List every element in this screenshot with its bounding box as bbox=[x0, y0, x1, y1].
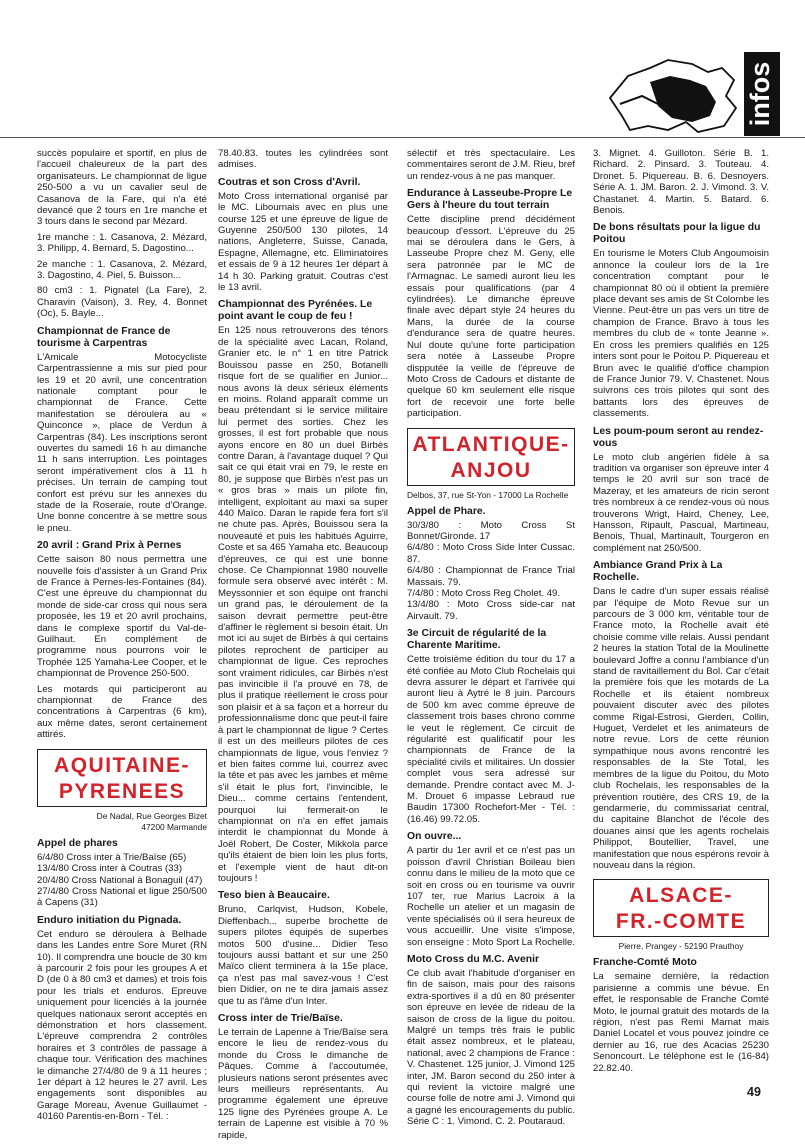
heading: Appel de Phare. bbox=[407, 505, 486, 517]
paragraph: 3. Mignet. 4. Guilloton. Série B. 1. Richard. 2. Pinsard. 3. Touteau. 4. Dronet. 5. Piquereau. B. 6. Desnoyers. Série A. 1. JM. Baron. 2. J. Vimond. 3. V. Chastanet. 4. Martin. 5. Batard. 6. Benois. bbox=[593, 148, 769, 217]
header-rule bbox=[0, 137, 805, 138]
paragraph: 20/4/80 Cross National à Bonaguil (47) bbox=[37, 874, 203, 886]
correspondent-address: De Nadal, Rue Georges Bizet bbox=[96, 810, 207, 821]
paragraph: Le moto club angérien fidèle à sa tradition va organiser son épreuve inter 4 temps le 20 avril sur son tracé de Mazeray, et les amateurs de ricin seront très nombreux à ce rendez-vous où nous trouverons Wrigt, Haird, Cheney, Lee, Hansson, Ripault, Pascual, Martineau, Benois, Thual, Martinault, Tourgeron en complément nat 250/500. bbox=[593, 451, 769, 554]
heading: 3e Circuit de régularité de la Charente Maritime. bbox=[407, 628, 547, 652]
heading: Appel de phares bbox=[37, 837, 118, 849]
region-title: ATLANTIQUE- bbox=[412, 432, 570, 456]
column-3 bbox=[407, 148, 575, 1132]
paragraph: Les motards qui participeront au championnat de France des concentrations à Carpentras (6 km), aux même dates, seront certainement attirés. bbox=[37, 683, 207, 741]
region-title: FR.-COMTE bbox=[615, 910, 747, 934]
paragraph: 6/4/80 : Moto Cross Side Inter Cussac. 87. bbox=[407, 542, 575, 565]
paragraph: La semaine dernière, la rédaction parisienne a commis une bévue. En effet, le responsable de Franche Comté Moto, le journal gratuit des motards de la région, n'est pas Remi Marnat mais Daniel Locatel et vous pouvez joindre ce dernier au 16, rue des Acacias 25230 Senoncourt. Le téléphone est le (16-84) 22.82.40. bbox=[593, 971, 769, 1074]
paragraph: 2e manche : 1. Casanova, 2. Mézard, 3. Dagostino, 4. Piel, 5. Buisson... bbox=[37, 258, 207, 282]
infos-logo-text: infos bbox=[745, 61, 776, 127]
region-title: AQUITAINE- bbox=[54, 753, 190, 777]
correspondent-address: 47200 Marmande bbox=[141, 821, 207, 832]
paragraph: Cette discipline prend décidément beaucoup d'essort. L'épreuve du 25 mai se déroulera dans le Gers, à Lasseube Propre chez M. Geny, elle sera patronnée par le MC de l'Armagnac. Le samedi auront lieu les essais pour qualifications (par 4 cylindrées). Le dimanche épreuve finale avec départ style 24 heures du Mans, la durée de la course d'endurance sera de quatre heures. Nul doute qu'une forte participation sera notée à Lasseube Propre dispputée la veille de l'épreuve de Moto Cross de Cadours et distante de quelque 60 km seulement elle risque fort de recevoir une forte belle participation. bbox=[407, 214, 575, 420]
correspondent-address: Delbos, 37, rue St-Yon - 17000 La Rochelle bbox=[407, 489, 569, 500]
heading: Teso bien à Beaucaire. bbox=[218, 890, 330, 902]
paragraph: 30/3/80 : Moto Cross St Bonnet/Gironde. 17 bbox=[407, 519, 575, 542]
paragraph: Cette saison 80 nous permettra une nouvelle fois d'assister à un Grand Prix de France à Pernes-les-Fontaines (84). C'est une épreuve du championnat du monde de side-car cross qui nous sera proposée, les 19 et 20 avril prochains, dans le complexe sportif du Val-de-Guilhaut. En complément de programme nous pourrons voir le Trophée 125 Yamaha-Lee Cooper, et le championnat de Provence 250-500. bbox=[37, 554, 207, 680]
heading: Cross inter de Trie/Baïse. bbox=[218, 1013, 343, 1025]
region-title: ALSACE- bbox=[629, 884, 733, 908]
paragraph: Moto Cross international organisé par le MC. Libournais avec en plus une course 125 et une épreuve de ligue de Guyenne 250/500 130 pilotes, 14 nations, Angleterre, Suisse, Canada, Espagne, Allemagne, etc. Eliminatoires et essais de 9 à 12 heures 1er départ à 14 h 30. Parking gratuit. Coutras c'est le 13 avril. bbox=[218, 190, 388, 294]
region-box-alsace bbox=[593, 879, 769, 937]
heading: Championnat de France de tourisme à Carpentras bbox=[37, 325, 171, 349]
paragraph: 6/4/80 Cross inter à Trie/Baïse (65) bbox=[37, 851, 187, 863]
paragraph: Cet enduro se déroulera à Belhade dans les Landes entre Sore Muret (RN 10). Il comprendra une boucle de 30 km à parcourir 2 fois pour les groupes A et D (de 0 à 80 cm3 et dames) et trois fois pour les trials et enduros. Epreuve uniquement pour licenciés à la journée quelques nationaux seront acceptés en démonstration et hors classement. L'épreuve comprendra 2 contrôles horaires et 3 contrôles de passage à chaque tour. Vérification des machines le dimanche 27/4/80 de 9 à 11 heures ; 1er départ à 12 heures le 27 avril. Les engagements sont disponibles au Garage Moreau, Avenue Guillaumet - 40160 Parentis-en-Born - Tél. : bbox=[37, 928, 207, 1123]
heading: De bons résultats pour la ligue du Poitou bbox=[593, 222, 761, 246]
paragraph: Bruno, Carlqvist, Hudson, Kobele, Dieffenbach... superbe brochette de supers pilotes équipés de superbes motos 500 d'usine... Didier Teso toujours aussi battant et sur une 250 Maïco client terminera à la 15e place, ça n'est pas mal savez-vous ! C'est bien Didier, on ne te dira jamais assez que tu as l'âme d'un Inter. bbox=[218, 904, 388, 1007]
paragraph: succès populaire et sportif, en plus de l'accueil chaleureux de la part des organisateurs. Le championnat de ligue 250-500 a vu un cavalier seul de Casanova de la Fare, qui n'a été devancé que 2 tours en 1re manche et 3 tours dans le second par Mézard. bbox=[37, 148, 207, 228]
heading: On ouvre... bbox=[407, 831, 462, 843]
region-box-aquitaine bbox=[37, 749, 207, 807]
heading: Franche-Comté Moto bbox=[593, 957, 697, 969]
paragraph: sélectif et très spectaculaire. Les commentaires seront de J.M. Rieu, bref un rendez-vous à ne pas manquer. bbox=[407, 148, 575, 182]
paragraph: En tourisme le Moters Club Angoumoisin annonce la couleur lors de la 1re concentration comptant pour le championnat 80 où il obtient la première place devant ses amis de St Colombe les Vienne. Peut-être un pas vers un titre de champion de France. Bravo à tous les membres du club de « tonte Jeanne ». En cross les premiers qualifiés en 125 inters sont pour le Poitou P. Piquereau et Brun avec le qualifié d'office champion de France Junior 79. V. Chastenet. Nous suivrons ces trois pilotes qui sont des battants lors des épreuves de classements. bbox=[593, 248, 769, 420]
heading: Moto Cross du M.C. Avenir bbox=[407, 953, 540, 965]
heading: Les poum-poum seront au rendez-vous bbox=[593, 425, 764, 449]
paragraph: A partir du 1er avril et ce n'est pas un poisson d'avril Christian Boileau bien connu dans le milieu de la moto que ce soit en cross ou en tourisme va ouvrir 107 ter, rue Marius Lacroix à la Rochelle un atelier et un magasin de vente spécialisés où il sera heureux de vous accueillir. Une visite s'impose, son enseigne : Moto Sport La Rochelle. bbox=[407, 845, 575, 948]
paragraph: Le terrain de Lapenne à Trie/Baïse sera encore le lieu de rendez-vous du monde du Cross le dimanche de Pâques. Comme à l'accoutumée, plusieurs nations seront présentes avec leurs meilleurs représentants. Au programme également une épreuve 125 ligne des Pyrénées groupe A. Le terrain de Lapenne est visible à 70 % rapide, bbox=[218, 1027, 388, 1141]
heading: Ambiance Grand Prix à La Rochelle. bbox=[593, 560, 723, 584]
heading: 20 avril : Grand Prix à Pernes bbox=[37, 540, 182, 552]
column-1 bbox=[37, 148, 207, 1127]
column-4 bbox=[593, 148, 769, 1078]
paragraph: 27/4/80 Cross National et ligue 250/500 à Capens (31) bbox=[37, 885, 207, 909]
region-box-atlantique bbox=[407, 428, 575, 486]
paragraph: 1re manche : 1. Casanova, 2. Mézard, 3. Philipp, 4. Bernard, 5. Dagostino... bbox=[37, 231, 207, 255]
heading: Coutras et son Cross d'Avril. bbox=[218, 176, 361, 188]
paragraph: 13/4/80 Cross inter à Coutras (33) bbox=[37, 863, 183, 875]
region-title: PYRENEES bbox=[58, 779, 186, 803]
infos-logo bbox=[598, 46, 788, 138]
heading: Endurance à Lasseube-Propre Le Gers à l'heure du tout terrain bbox=[407, 188, 573, 212]
column-2 bbox=[218, 148, 388, 1145]
paragraph: 13/4/80 : Moto Cross side-car nat Airvault. 79. bbox=[407, 599, 575, 622]
paragraph: 7/4/80 : Moto Cross Reg Cholet. 49. bbox=[407, 587, 561, 599]
correspondent-address: Pierre, Prangey - 52190 Prauthoy bbox=[618, 941, 744, 952]
paragraph: 78.40.83. toutes les cylindrées sont admises. bbox=[218, 148, 388, 171]
paragraph: L'Amicale Motocycliste Carpentrassienne a mis sur pied pour les 19 et 20 avril, une concentration nationale comptant pour le championnat de France. Cette manifestation se déroulera au « Quinconce », place de Verdun à Carpentras (84). Les inscriptions seront ouvertes du samedi 16 h au dimanche 11 h sans interruption. Les pointages seront impérativement clos à 11 h précises. Un terrain de camping tout confort est prévu sur les annexes du stade de la Roseraie, route d'Orange. Une bonne concentre à se mettre sous le pneu. bbox=[37, 351, 207, 534]
page-number: 49 bbox=[747, 1085, 761, 1099]
paragraph: Ce club avait l'habitude d'organiser en fin de saison, mais pour des raisons extra-sportives il a dû en 80 présenter son épreuve en levée de rideau de la saison de cross de la ligue du poitou. Malgré un temps très frais le public était assez nombreux, et le plateau, national, avec 2 champions de France : V. Chastenet. 125 junior, J. Vimond 125 inter, JM. Baron second du 250 inter à qui revient la victoire malgré une course folle de notre ami J. Vimond qui a gagné les encouragements du public. Série C : 1. Vimond. C. 2. Poutaraud. bbox=[407, 967, 576, 1128]
paragraph: Cette troisième édition du tour du 17 a été confiée au Moto Club Rochelais qui devra assurer le départ et l'arrivée qui auront lieu à Aytré le 8 juin. Parcours de 500 km avec comme épreuve de classement trois bases chrono comme le veut le règlement. Ce circuit de régularité est qualificatif pour les championnats de France de la spécialité civils et militaires. Un dossier complet vous sera adressé sur demande. Prendre contact avec M. J-M. Drouet 6 impasse Lebraud rue Baudin 17300 Rochefort-Mer - Tél. : (16.46) 99.72.05. bbox=[407, 654, 575, 825]
region-title: ANJOU bbox=[450, 458, 532, 482]
paragraph: 6/4/80 : Championnat de France Trial Massais. 79. bbox=[407, 565, 575, 588]
heading: Enduro initiation du Pignada. bbox=[37, 914, 182, 926]
paragraph: 80 cm3 : 1. Pignatel (La Fare), 2. Charavin (Vaison), 3. Rey, 4. Bonnet (Oc), 5. Bayle... bbox=[37, 285, 207, 320]
paragraph: En 125 nous retrouverons des ténors de la spécialité avec Lacan, Roland, Granier etc. le n° 1 en titre Patrick Bouissou passe en 250, Botanelli risque fort de se qualifier en Junior... nous avons là deux sérieux éléments en moins. Roland apparaît comme un beau prétendant si le service militaire lui permet des sorties. Chez les grosses, il est fort probable que nous ayons encore en 80 un duel Birbès contre Daran, à l'avantage duquel ? Qui sait ce qui était vrai en 79, le reste en 80, je suppose que Birbès n'est pas un « gros bras » mais un pilote fin, intelligent, exploitant au maxi sa super 440 Maïco. Daran le rapide fera fort s'il ne chute pas. Après, Bouissou sera la nouveauté et puis les habitués Aguirre, Coste et sa 465 Yamaha etc. Beaucoup d'épreuves, ce qui est une bonne chose. Ce Championnat 1980 nouvelle formule sera observé avec intérêt : M. Meyssonnier et son équipe ont franchi un grand pas, le déroulement de la saison devrait permettre peut-être d'affiner le règlement si besoin était. Un mot ici au sujet de Birbès à qui certains pilotes reprochent de participer au championnat de ligue. Ces reproches sont vraiment ridicules, car Birbès n'est pas invincible il l'a prouvé en 78, de plus il pratique réellement le cross pour son plaisir et à sa façon et a horreur du professionnalisme donc que peut-il faire à part le championnat de ligue ? Certes il est un des meilleurs pilotes de ces championnats de ligue, vous l'enviez ? et bien faites comme lui, courrez avec la tête et pas avec les jambes et même s'il était le plus fort, l'invincible, le Dieu... comme certains l'entendent, pourquoi lui fermerait-on le championnat on n'a en effet jamais interdit le championnat du Monde à Joël Robert, De Coster, Mikkola parce qu'ils étaient de bien loin les plus forts, et l'exemple vient de haut dit-on toujours ! bbox=[218, 325, 388, 884]
paragraph: Dans le cadre d'un super essais réalisé par l'équipe de Moto Revue sur un parcours de 3 000 km, véritable tour de France moto, la Rochelle avait été choisie comme ville relais. Aussi pendant 2 heures la station Total de la Moulinette boulevard Joffre a connu l'ambiance d'un stand de ravitaillement du Bol. Car c'était la première fois que les motards de La Rochelle et ils étaient nombreux pouvaient discuter avec des pilotes comme Rigal-Estrosi, Gierden, Collin, Huguet, Verdelet et les animateurs de notre revue. Lors de cette réunion sympathique nous avons rencontré les responsables de la Ste Total, les membres de la ligue du Poitou, du Moto club Rochelais, les responsables de la prévention routière, des CRS 19, de la gendarmerie, du commissariat central, du capitaine Blanchot de l'école des douanes ainsi que les agents rochelais Philippot, Boutellier, Travel, une manifestation que nous espérons revoir à nouveau dans la région. bbox=[593, 586, 769, 871]
heading: Championnat des Pyrénées. Le point avant le coup de feu ! bbox=[218, 299, 373, 323]
